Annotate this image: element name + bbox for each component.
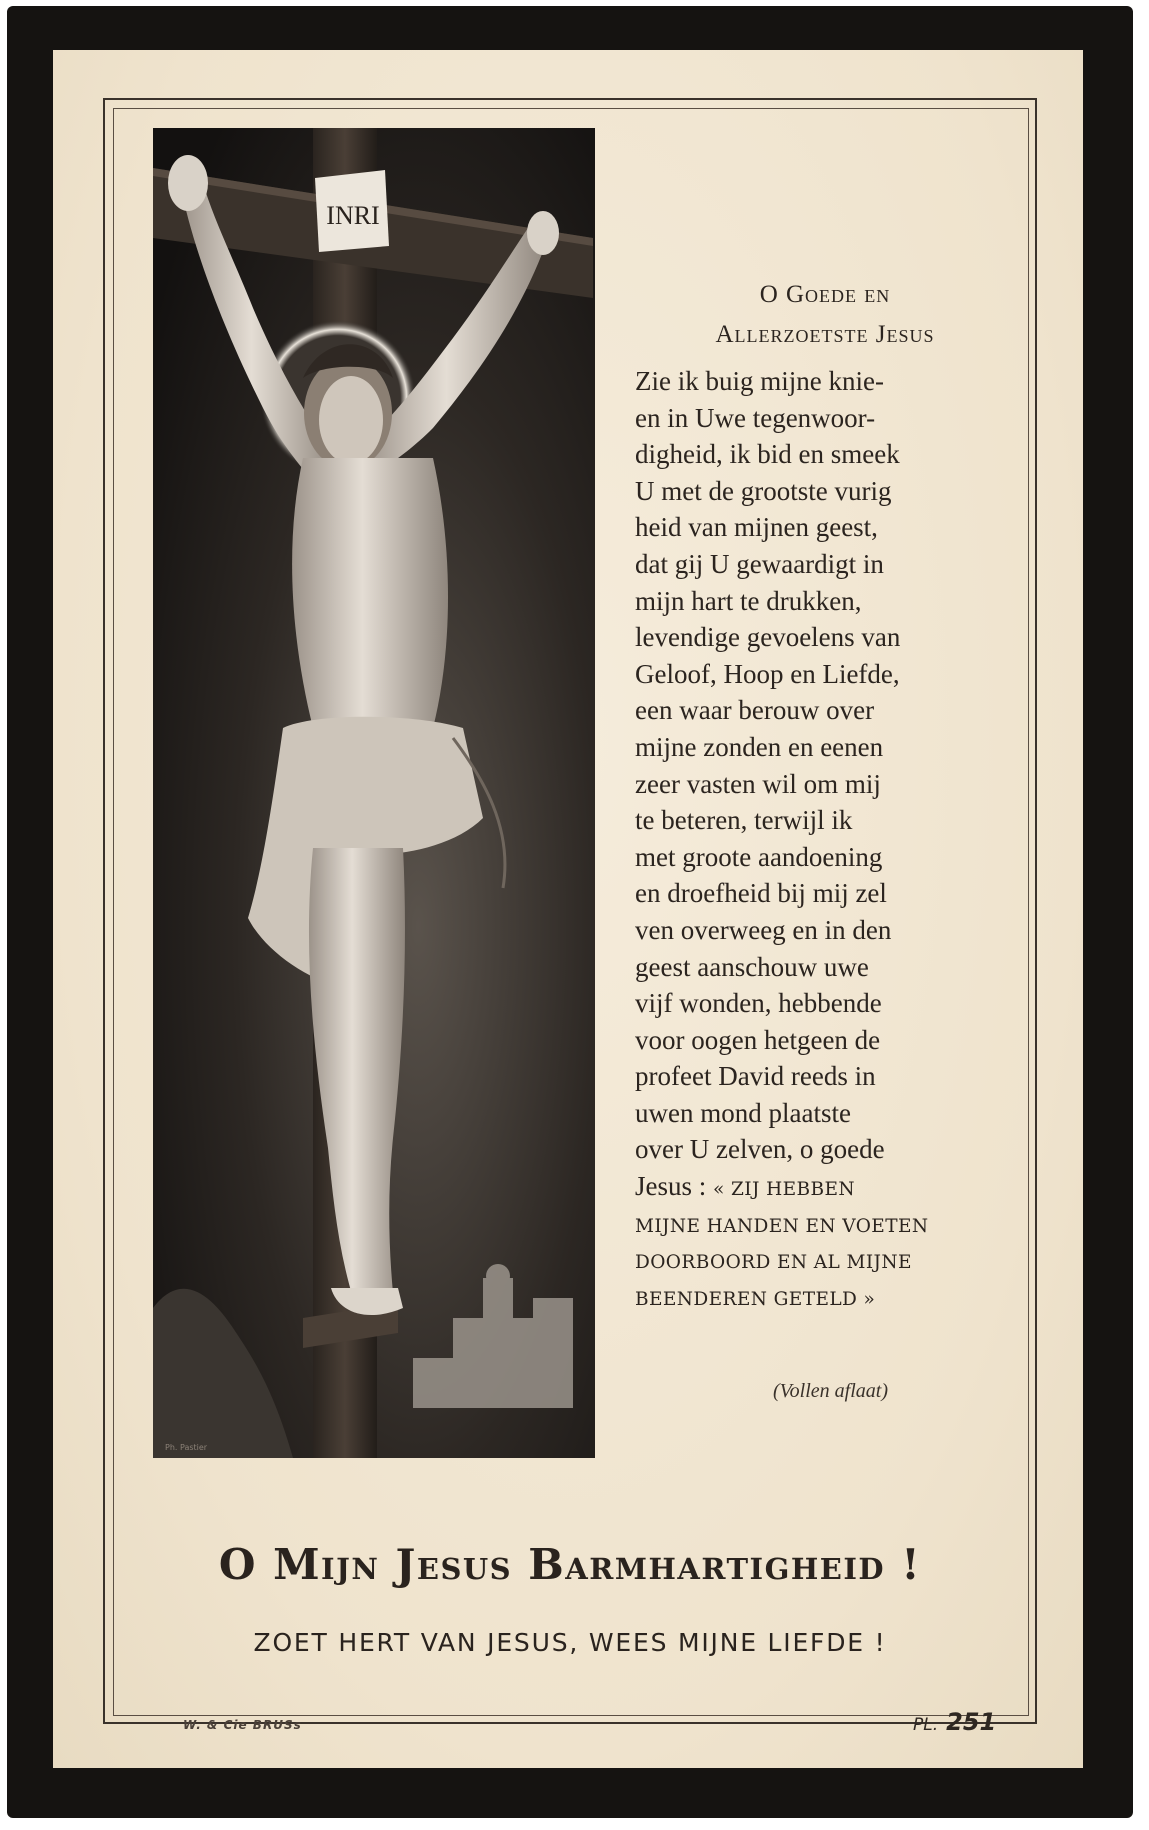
inri-text: INRI — [326, 201, 380, 230]
sub-invocation: ZOET HERT VAN JESUS, WEES MIJNE LIEFDE ! — [253, 1628, 887, 1657]
prayer-title-line-2: Allerzoetste Jesus — [715, 321, 935, 348]
main-invocation: O Mijn Jesus Barmhartigheid ! — [218, 1540, 922, 1589]
prayer-line: profeet David reeds in — [635, 1061, 876, 1092]
prayer-line: mijn hart te drukken, — [635, 585, 862, 616]
prayer-title — [635, 275, 1015, 355]
prayer-line: levendige gevoelens van — [635, 622, 901, 653]
prayer-line: en droefheid bij mij zel — [635, 878, 887, 909]
prayer-line: over U zelven, o goede — [635, 1134, 885, 1165]
jesus-word: Jesus : — [635, 1171, 707, 1202]
prayer-line: mijne zonden en eenen — [635, 731, 884, 762]
quote-line: MIJNE HANDEN EN VOETEN — [635, 1215, 929, 1237]
card-paper — [53, 50, 1083, 1768]
crucifix-image — [153, 128, 595, 1458]
quote-line: DOORBOORD EN AL MIJNE — [635, 1252, 912, 1274]
prayer-line: te beteren, terwijl ik — [635, 805, 853, 836]
prayer-line: digheid, ik bid en smeek — [635, 439, 900, 470]
inri-titulus — [315, 170, 389, 252]
crucifixion-illustration — [153, 128, 595, 1458]
prayer-text-block — [635, 275, 1015, 1318]
prayer-line: uwen mond plaatste — [635, 1097, 851, 1128]
prayer-line: heid van mijnen geest, — [635, 512, 878, 543]
plate-prefix: PL. — [913, 1715, 939, 1735]
memorial-card — [7, 6, 1133, 1818]
prayer-title-line-1: O Goede en — [759, 281, 891, 308]
prayer-line: U met de grootste vurig — [635, 475, 892, 506]
indulgence-note: (Vollen aflaat) — [773, 1380, 888, 1402]
printer-mark: W. & Cie BRUSs — [183, 1718, 302, 1732]
prayer-line: dat gij U gewaardigt in — [635, 548, 884, 579]
prayer-line: voor oogen hetgeen de — [635, 1024, 881, 1055]
prayer-line: met groote aandoening — [635, 841, 883, 872]
prayer-line: en in Uwe tegenwoor- — [635, 402, 876, 433]
prayer-line: een waar berouw over — [635, 695, 875, 726]
artist-signature: Ph. Pastier — [165, 1443, 208, 1452]
prayer-line: vijf wonden, hebbende — [635, 988, 882, 1019]
prayer-line: geest aanschouw uwe — [635, 951, 869, 982]
quote-line: BEENDEREN GETELD » — [635, 1288, 876, 1310]
plate-number-value: 251 — [946, 1708, 997, 1736]
quote-line: « ZIJ HEBBEN — [713, 1179, 855, 1201]
prayer-line: Geloof, Hoop en Liefde, — [635, 658, 900, 689]
prayer-body — [635, 363, 1015, 1318]
prayer-line: Zie ik buig mijne knie- — [635, 366, 884, 396]
plate-number — [913, 1708, 996, 1736]
prayer-line-jesus — [635, 1168, 1015, 1209]
prayer-line: ven overweeg en in den — [635, 914, 892, 945]
prayer-line: zeer vasten wil om mij — [635, 768, 881, 799]
